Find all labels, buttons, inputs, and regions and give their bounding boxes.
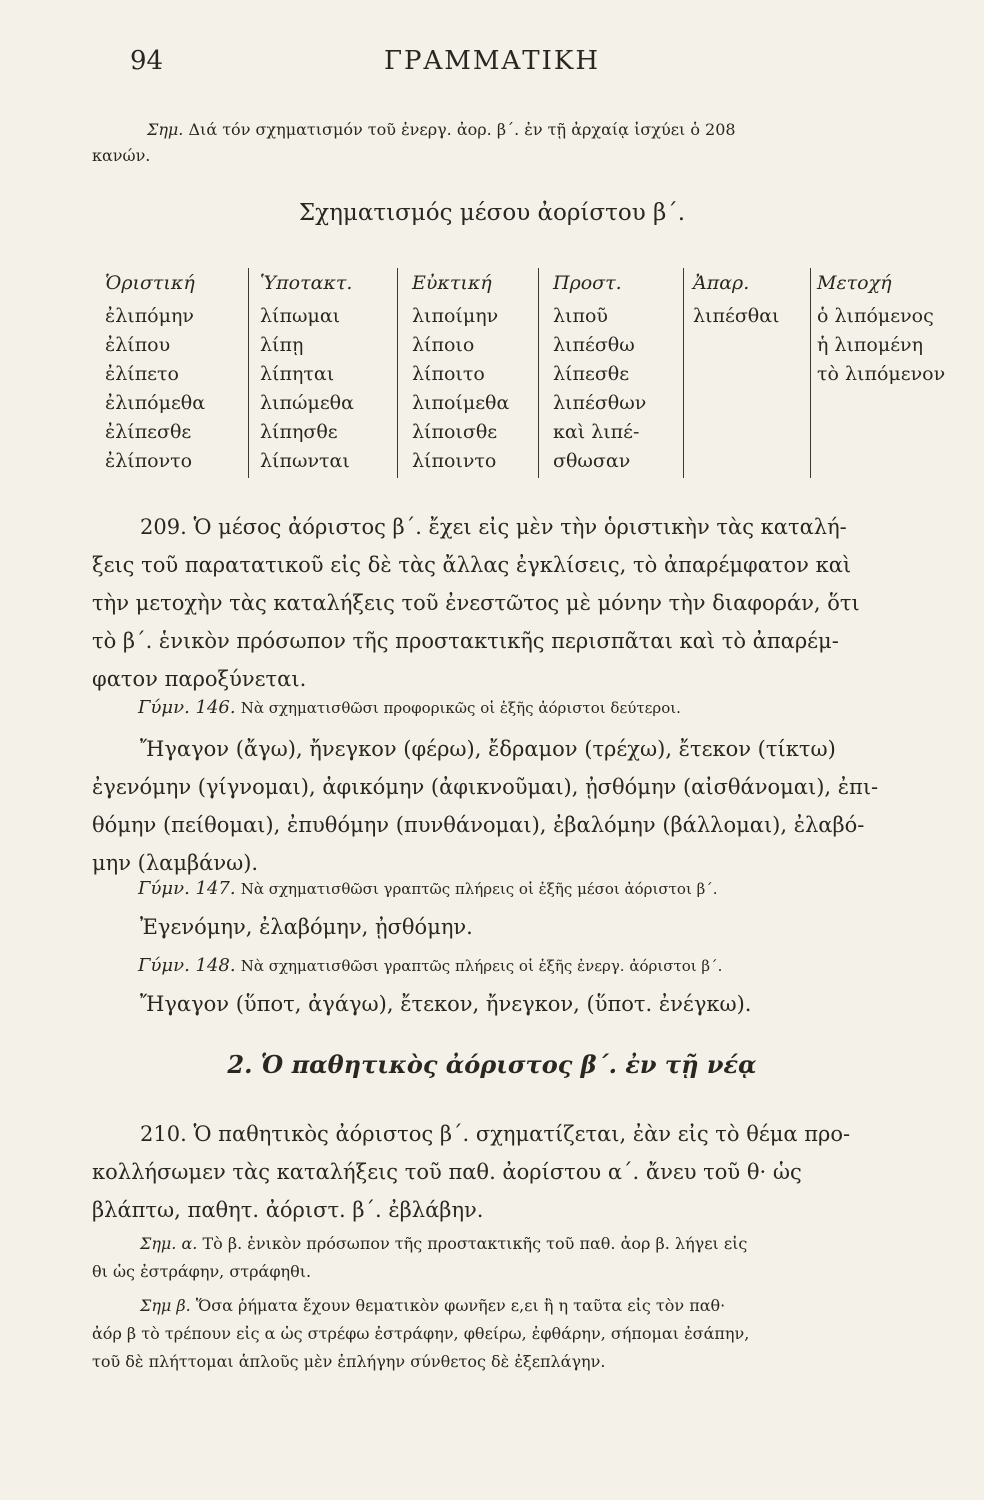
table-cell: ἐλιπόμην: [105, 305, 194, 327]
column-divider: [538, 268, 539, 478]
table-title: Σχηματισμός μέσου ἀορίστου β΄.: [298, 200, 686, 226]
exercise-instruction: Νὰ σχηματισθῶσι προφορικῶς οἱ ἑξῆς ἀόριστοι δεύτεροι.: [240, 699, 681, 717]
table-cell: λίποιο: [412, 334, 475, 356]
column-header: Μετοχή: [817, 272, 892, 294]
page-number: 94: [130, 46, 164, 76]
paragraph-line: τὴν μετοχὴν τὰς καταλήξεις τοῦ ἐνεστῶτος μὲ μόνην τὴν διαφοράν, ὅτι: [92, 591, 860, 615]
table-cell: λιποῦ: [553, 305, 608, 327]
running-head: ΓΡΑΜΜΑΤΙΚΗ: [383, 46, 601, 76]
column-optative: [412, 268, 542, 478]
exercise-line: μην (λαμβάνω).: [92, 851, 259, 875]
column-divider: [248, 268, 249, 478]
table-cell: λιπέσθαι: [693, 305, 780, 327]
note-label: Σημ. α.: [140, 1234, 198, 1253]
table-cell: λίποιτο: [412, 363, 485, 385]
column-indicative: [105, 268, 245, 478]
column-header: Ὁριστική: [105, 272, 195, 294]
note-b: [92, 1292, 962, 1376]
exercise-147-line: Ἐγενόμην, ἐλαβόμην, ᾐσθόμην.: [140, 915, 473, 939]
note-line: θι ὡς ἐστράφην, στράφηθι.: [92, 1262, 312, 1281]
column-header: Ὑποτακτ.: [260, 272, 353, 294]
note-line: Τὸ β. ἑνικὸν πρόσωπον τῆς προστακτικῆς τοῦ παθ. ἀορ β. λήγει εἰς: [202, 1234, 748, 1253]
table-cell: ἐλίπεσθε: [105, 421, 192, 443]
exercise-148-line: Ἤγαγον (ὕποτ, ἀγάγω), ἔτεκον, ἤνεγκον, (ὕποτ. ἐνέγκω).: [140, 992, 752, 1016]
table-cell: τὸ λιπόμενον: [817, 363, 946, 385]
table-cell: λίπωμαι: [260, 305, 341, 327]
table-cell: ἐλίπου: [105, 334, 171, 356]
exercise-label: Γύμν. 147.: [138, 878, 236, 899]
column-subjunctive: [260, 268, 398, 478]
paragraph-line: τὸ β΄. ἑνικὸν πρόσωπον τῆς προστακτικῆς περισπᾶται καὶ τὸ ἀπαρέμ-: [92, 629, 839, 653]
table-cell: λίποιντο: [412, 450, 497, 472]
column-imperative: [553, 268, 683, 478]
note-line: τοῦ δὲ πλήττομαι ἁπλοῦς μὲν ἐπλήγην σύνθετος δὲ ἐξεπλάγην.: [92, 1352, 606, 1371]
exercise-146-heading: [138, 697, 681, 718]
table-cell: καὶ λιπέ-: [553, 421, 640, 443]
paragraph-number: 210.: [140, 1122, 187, 1146]
paragraph-line: βλάπτω, παθητ. ἀόριστ. β΄. ἐβλάβην.: [92, 1198, 484, 1222]
note-line: ἀόρ β τὸ τρέπουν εἰς α ὡς στρέφω ἐστράφην, φθείρω, ἐφθάρην, σήπομαι ἐσάπην,: [92, 1324, 750, 1343]
exercise-148-heading: [138, 955, 722, 976]
note-line: Ὅσα ῥήματα ἔχουν θεματικὸν φωνῆεν ε,ει ἢ η ταῦτα εἰς τὸν παθ·: [195, 1296, 726, 1315]
column-participle: [817, 268, 965, 478]
paragraph-210: [92, 1115, 962, 1229]
note-label: Σημ β.: [140, 1296, 191, 1315]
table-cell: λίπησθε: [260, 421, 338, 443]
column-infinitive: [693, 268, 808, 478]
table-cell: λιπέσθω: [553, 334, 635, 356]
table-cell: ἐλιπόμεθα: [105, 392, 206, 414]
paragraph-209: [92, 508, 962, 698]
conjugation-table: [105, 268, 965, 483]
exercise-line: Ἤγαγον (ἄγω), ἤνεγκον (φέρω), ἔδραμον (τρέχω), ἔτεκον (τίκτω): [140, 737, 836, 761]
note-top-label: Σημ.: [147, 120, 184, 139]
note-top-line2: κανών.: [92, 146, 151, 165]
table-cell: ἡ λιπομένη: [817, 334, 923, 356]
column-divider: [397, 268, 398, 478]
exercise-label: Γύμν. 148.: [138, 955, 236, 976]
table-cell: λίπηται: [260, 363, 335, 385]
exercise-147-heading: [138, 878, 718, 899]
paragraph-number: 209.: [140, 515, 187, 539]
column-header: Εὐκτική: [412, 272, 492, 294]
table-cell: ἐλίποντο: [105, 450, 193, 472]
table-cell: ἐλίπετο: [105, 363, 179, 385]
table-cell: λίπωνται: [260, 450, 350, 472]
table-cell: σθωσαν: [553, 450, 631, 472]
table-cell: λιποίμεθα: [412, 392, 510, 414]
exercise-instruction: Νὰ σχηματισθῶσι γραπτῶς πλήρεις οἱ ἑξῆς μέσοι ἀόριστοι β΄.: [240, 880, 718, 898]
column-divider: [810, 268, 811, 478]
exercise-instruction: Νὰ σχηματισθῶσι γραπτῶς πλήρεις οἱ ἑξῆς ἐνεργ. ἀόριστοι β΄.: [240, 957, 723, 975]
table-cell: λιπώμεθα: [260, 392, 354, 414]
note-top-text: Διά τόν σχηματισμόν τοῦ ἐνεργ. ἀορ. β΄. ἐν τῇ ἀρχαίᾳ ἰσχύει ὁ 208: [188, 120, 736, 139]
exercise-146-body: [92, 730, 962, 882]
exercise-line: θόμην (πείθομαι), ἐπυθόμην (πυνθάνομαι), ἐβαλόμην (βάλλομαι), ἐλαβό-: [92, 813, 865, 837]
exercise-label: Γύμν. 146.: [138, 697, 236, 718]
table-cell: λιπέσθων: [553, 392, 647, 414]
column-header: Ἀπαρ.: [693, 272, 750, 294]
section-heading: 2. Ὁ παθητικὸς ἀόριστος β΄. ἐν τῇ νέᾳ: [227, 1050, 757, 1079]
paragraph-line: ξεις τοῦ παρατατικοῦ εἰς δὲ τὰς ἄλλας ἐγκλίσεις, τὸ ἀπαρέμφατον καὶ: [92, 553, 852, 577]
note-a: [92, 1230, 962, 1286]
table-cell: λίποισθε: [412, 421, 498, 443]
table-cell: λίπῃ: [260, 334, 304, 356]
column-header: Προστ.: [553, 272, 622, 294]
paragraph-line: Ὁ παθητικὸς ἀόριστος β΄. σχηματίζεται, ἐὰν εἰς τὸ θέμα προ-: [193, 1122, 851, 1146]
paragraph-line: κολλήσωμεν τὰς καταλήξεις τοῦ παθ. ἀορίστου α΄. ἄνευ τοῦ θ· ὡς: [92, 1160, 802, 1184]
table-cell: λιποίμην: [412, 305, 499, 327]
paragraph-line: φατον παροξύνεται.: [92, 667, 307, 691]
table-cell: ὁ λιπόμενος: [817, 305, 934, 327]
exercise-line: ἐγενόμην (γίγνομαι), ἀφικόμην (ἀφικνοῦμαι), ᾐσθόμην (αἰσθάνομαι), ἐπι-: [92, 775, 879, 799]
paragraph-line: Ὁ μέσος ἀόριστος β΄. ἔχει εἰς μὲν τὴν ὁριστικὴν τὰς καταλή-: [193, 515, 847, 539]
note-top: [147, 118, 947, 142]
table-cell: λίπεσθε: [553, 363, 630, 385]
column-divider: [683, 268, 684, 478]
